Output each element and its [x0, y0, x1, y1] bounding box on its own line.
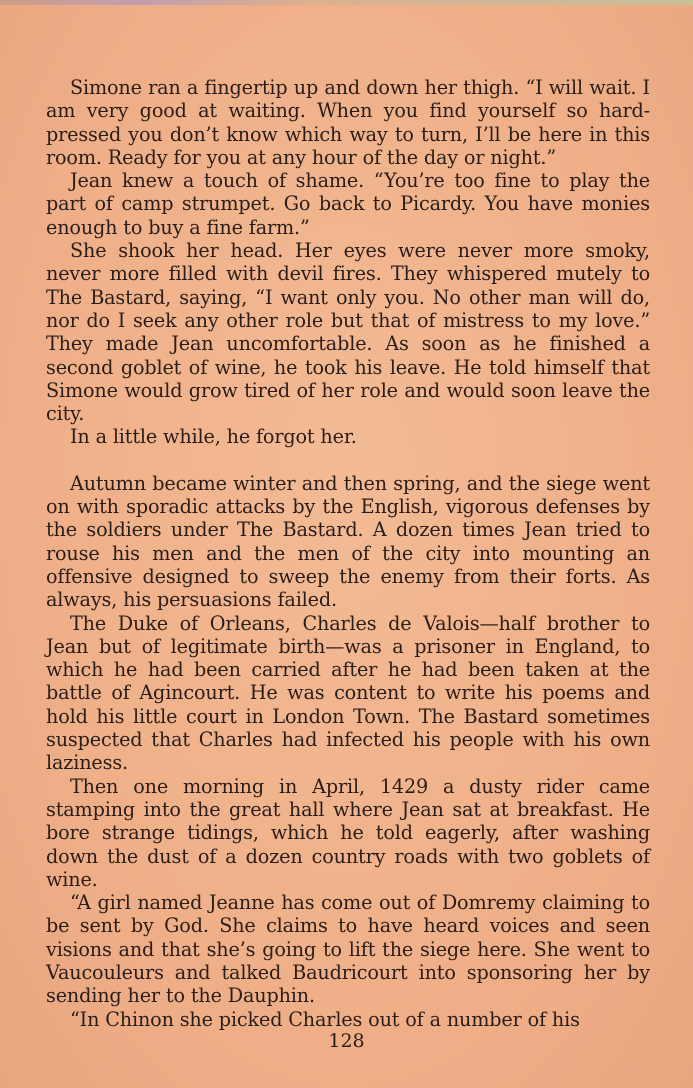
book-page-text: [46, 76, 650, 1031]
paragraph: She shook her head. Her eyes were never more smoky, never more filled with devil fires. They whispered mutely to The Bastard, saying, “I want only you. No other man will do, nor do I seek any other role but that of mistress to my love.” They made Jean uncomfortable. As soon as he finished a second goblet of wine, he took his leave. He told himself that Simone would grow tired of her role and would soon leave the city.: [46, 239, 650, 426]
paragraph: Simone ran a fingertip up and down her thigh. “I will wait. I am very good at waiting. When you find yourself so hard-pressed you don’t know which way to turn, I’ll be here in this room. Ready for you at any hour of the day or night.”: [46, 76, 650, 169]
paragraph: Then one morning in April, 1429 a dusty rider came stamping into the great hall where Jean sat at breakfast. He bore strange tidings, which he told eagerly, after washing down the dust of a dozen country roads with two goblets of wine.: [46, 774, 650, 891]
paragraph: In a little while, he forgot her.: [70, 425, 357, 449]
paragraph: “In Chinon she picked Charles out of a number of his: [70, 1007, 580, 1031]
page-top-edge: [0, 0, 693, 5]
page-number: 128: [328, 1030, 365, 1052]
paragraph: Jean knew a touch of shame. “You’re too fine to play the part of camp strumpet. Go back to Picardy. You have monies enough to buy a fine farm.”: [46, 169, 650, 239]
paragraph: “A girl named Jeanne has come out of Domremy claiming to be sent by God. She claims to have heard voices and seen visions and that she’s going to lift the siege here. She went to Vaucouleurs and talked Baudricourt into sponsoring her by sending her to the Dauphin.: [46, 891, 650, 1008]
paragraph: The Duke of Orleans, Charles de Valois—half brother to Jean but of legitimate birth—was a prisoner in England, to which he had been carried after he had been taken at the battle of Agincourt. He was content to write his poems and hold his little court in London Town. The Bastard sometimes suspected that Charles had infected his people with his own laziness.: [46, 611, 650, 775]
section-break: [46, 449, 650, 472]
paragraph: Autumn became winter and then spring, and the siege went on with sporadic attacks by the English, vigorous defenses by the soldiers under The Bastard. A dozen times Jean tried to rouse his men and the men of the city into mounting an offensive designed to sweep the enemy from their forts. As always, his persuasions failed.: [46, 471, 650, 612]
